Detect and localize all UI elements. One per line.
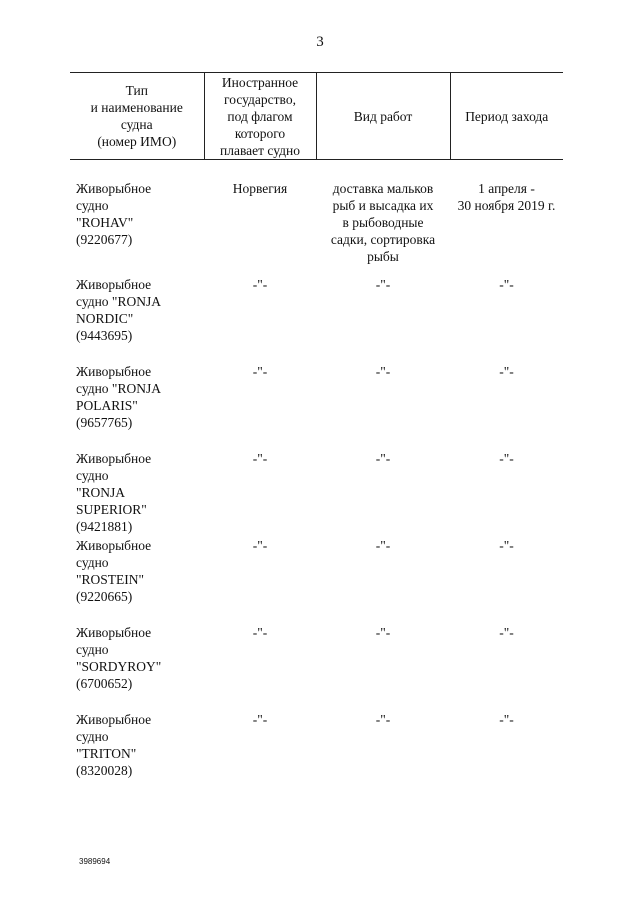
flag-state-cell: -"- — [252, 625, 268, 640]
entry-period-cell: -"- — [499, 538, 514, 553]
header-entry-period: Период захода — [450, 73, 563, 160]
entry-period-cell: -"- — [499, 451, 514, 466]
work-type-cell: -"- — [375, 712, 391, 727]
flag-state-cell: -"- — [252, 712, 268, 727]
table-header-row — [70, 73, 563, 160]
vessel-name-cell: Живорыбное судно "RONJA NORDIC" (9443695) — [76, 277, 161, 343]
page-number: 3 — [316, 34, 324, 50]
work-type-cell: -"- — [375, 364, 391, 379]
vessel-name-cell: Живорыбное судно "TRITON" (8320028) — [76, 712, 152, 778]
vessel-name-cell: Живорыбное судно "RONJA POLARIS" (9657765) — [76, 364, 161, 430]
table-row — [70, 711, 563, 798]
work-type-cell: -"- — [375, 451, 391, 466]
header-flag-state: Иностранное государство, под флагом которого плавает судно — [204, 73, 316, 160]
entry-period-cell: -"- — [499, 712, 514, 727]
work-type-cell: -"- — [375, 277, 391, 292]
vessel-name-cell: Живорыбное судно "RONJA SUPERIOR" (9421881) — [76, 451, 152, 534]
header-work-type: Вид работ — [316, 73, 450, 160]
entry-period-cell: -"- — [499, 625, 514, 640]
vessel-name-cell: Живорыбное судно "ROSTEIN" (9220665) — [76, 538, 152, 604]
flag-state-cell: -"- — [252, 364, 268, 379]
table-body — [70, 160, 563, 799]
header-vessel-type: Тип и наименование судна (номер ИМО) — [70, 73, 204, 160]
flag-state-cell: -"- — [252, 538, 268, 553]
table-row — [70, 160, 563, 277]
entry-period-cell: -"- — [499, 277, 514, 292]
flag-state-cell: -"- — [252, 277, 268, 292]
work-type-cell: -"- — [375, 625, 391, 640]
entry-period-cell: 1 апреля - 30 ноября 2019 г. — [457, 181, 556, 213]
work-type-cell: -"- — [375, 538, 391, 553]
table-row — [70, 450, 563, 537]
vessel-table — [70, 72, 563, 798]
flag-state-cell: Норвегия — [232, 181, 288, 196]
flag-state-cell: -"- — [252, 451, 268, 466]
work-type-cell: доставка мальков рыб и высадка их в рыбоводные садки, сортировка рыбы — [330, 181, 436, 264]
table-row — [70, 276, 563, 363]
table-row — [70, 537, 563, 624]
vessel-name-cell: Живорыбное судно "SORDYROY" (6700652) — [76, 625, 162, 691]
entry-period-cell: -"- — [499, 364, 514, 379]
vessel-name-cell: Живорыбное судно "ROHAV" (9220677) — [76, 181, 152, 247]
table-row — [70, 624, 563, 711]
table-row — [70, 363, 563, 450]
document-code: 3989694 — [79, 857, 111, 866]
